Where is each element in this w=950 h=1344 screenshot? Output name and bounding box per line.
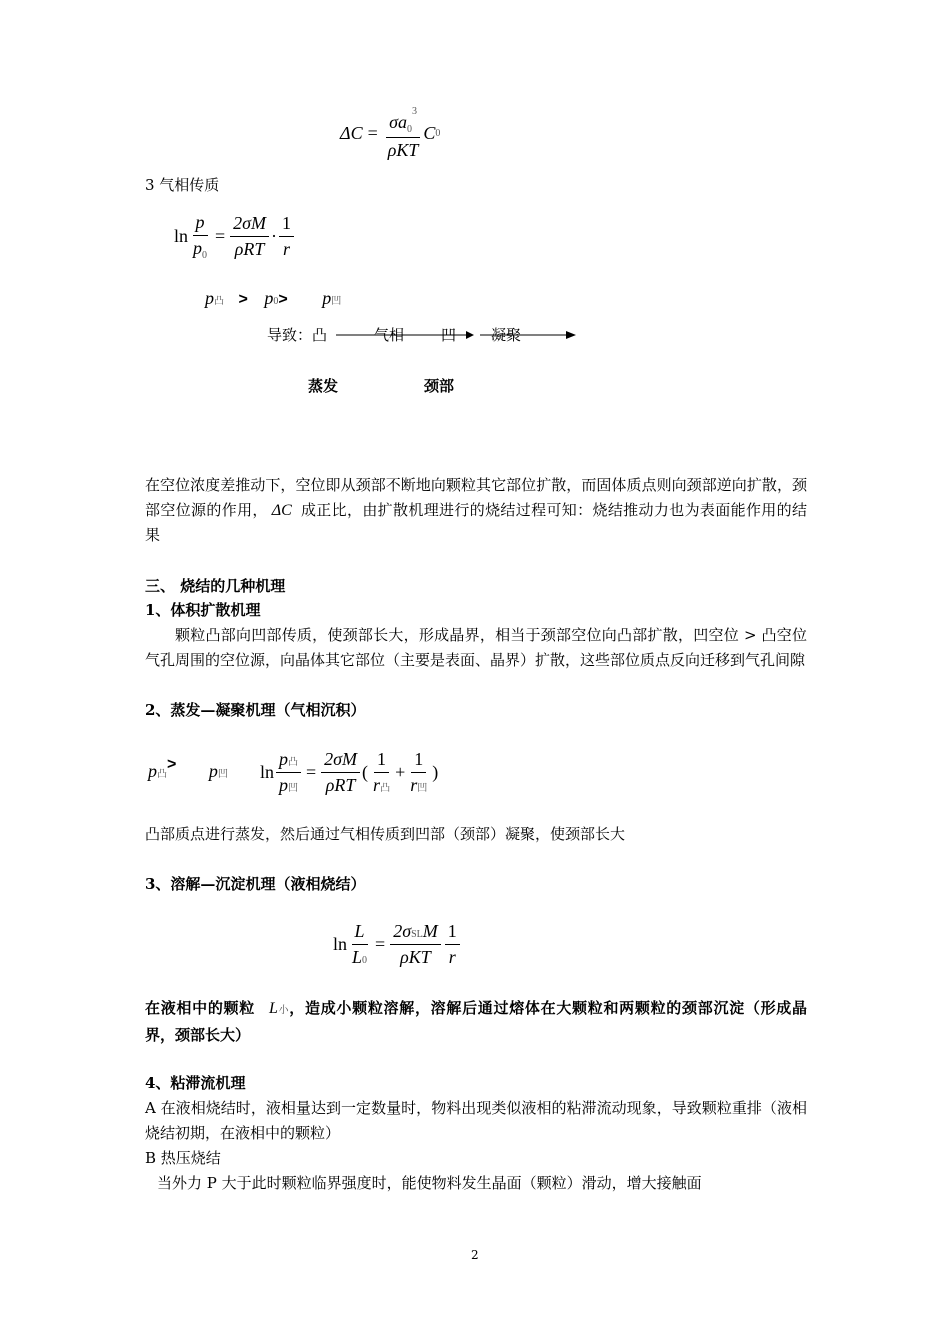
mechanism-1-body: 颗粒凸部向凹部传质，使颈部长大，形成晶界，相当于颈部空位向凸部扩散，凹空位 > 凸空位 气孔周围的空位源，向晶体其它部位（主要是表面、晶界）扩散，这些部位质点反向迁移到气孔间隙 [145,626,807,669]
subscript: 凸 [380,783,391,794]
pressure-symbol: p [322,288,332,308]
paragraph-vacancy-diffusion [145,473,807,548]
numerator: 1 [445,921,460,945]
denominator: ρRT [234,239,265,259]
pressure-comparison-2 [148,756,228,782]
greater-than: > [167,756,177,773]
dot-operator: · [271,226,278,246]
pressure-comparison [205,288,341,309]
page-number: 2 [471,1248,479,1262]
denominator: ρKT [400,947,431,967]
equals-sign: = [375,934,386,954]
subscript: 凹 [331,296,342,307]
denominator: L [352,947,363,967]
paragraph-text: ，造成小颗粒溶解，溶解后通过熔体在大颗粒和两颗粒的颈部沉淀（形成晶界，颈部长大） [145,999,807,1044]
subscript: 凸 [288,757,299,768]
ln-operator: ln [333,934,348,954]
fraction [230,213,269,260]
subscript: 凹 [288,783,299,794]
mechanism-1-title: 1、体积扩散机理 [145,601,261,619]
pressure-symbol: p [205,288,214,308]
greater-than: > [238,291,248,308]
path-condense: 凝聚 [491,326,522,344]
numerator: 1 [279,213,294,237]
fraction [385,106,422,161]
numerator: 1 [411,749,426,773]
subscript: 小 [277,1005,290,1016]
mechanism-4-b: B 热压烧结 [145,1149,221,1167]
pressure-symbol: p [264,288,274,308]
mechanism-3-body [145,996,807,1048]
fraction [276,749,301,796]
arrow-head-2 [566,331,576,339]
section-title: 三、 烧结的几种机理 [145,577,286,595]
denominator: ρKT [387,140,419,160]
fraction [370,749,393,796]
numerator: 2σM [321,749,360,773]
mechanism-4-b-body: 当外力 P 大于此时颗粒临界强度时，能使物料发生晶面（颗粒）滑动，增大接触面 [157,1174,702,1192]
denominator: p [279,775,289,795]
length-symbol: L [268,1000,278,1017]
ln-operator: ln [260,762,275,782]
numerator: L [352,921,368,945]
denominator: ρRT [325,775,356,795]
paragraph-text: 在液相中的颗粒 [145,999,255,1017]
fraction [190,212,210,261]
path-arrows [330,328,580,342]
denominator: r [283,239,291,259]
formula-kelvin [174,212,296,261]
subscript: SL [411,929,423,940]
formula-dissolution [333,921,462,968]
mechanism-3-title: 3、溶解—沉淀机理（液相烧结） [145,875,366,893]
paragraph-text: 在空位浓度差推动下，空位即从颈部不断地向颗粒其它部位扩散，而固体质点则向颈部逆向扩散，颈部空位源的作用， [145,476,807,519]
subscript: 0 [202,250,208,261]
fraction [390,921,441,968]
subscript: 0 [362,955,368,966]
pressure-symbol: p [148,761,157,781]
label-evaporation: 蒸发 [308,377,339,395]
subscript: 0 [273,296,279,307]
numerator: 2σ [393,921,412,941]
numerator: 1 [374,749,389,773]
denominator: r [410,775,418,795]
path-gas: 气相 [374,326,405,344]
mechanism-2-body: 凸部质点进行蒸发，然后通过气相传质到凹部（颈部）凝聚，使颈部长大 [145,825,626,843]
subscript: 凸 [214,296,224,307]
subscript: 凸 [157,769,167,780]
formula-delta-c [340,106,440,161]
left-paren: ( [362,762,369,782]
plus-sign: + [395,762,406,782]
path-concave: 凹 [441,326,457,344]
mechanism-4-title: 4、粘滞流机理 [145,1074,246,1092]
fraction [349,921,370,968]
paragraph-text: 成正比，由扩散机理进行的烧结过程可知：烧结推动力也为表面能作用的结果 [145,501,807,544]
subscript: 凹 [417,783,428,794]
subscript: 凹 [217,769,228,780]
fraction [445,921,460,968]
numerator: M [422,921,438,941]
subscript: 0 [407,124,412,135]
greater-than: > [278,291,288,308]
numerator: σa [389,112,407,132]
denominator: r [448,947,456,967]
delta-c-symbol: ΔC [271,502,292,519]
formula-evaporation [260,749,438,796]
numerator: p [279,749,289,769]
subscript: 0 [435,128,441,139]
denominator: p [193,238,203,258]
equals-sign: = [306,762,317,782]
pressure-symbol: p [208,761,218,781]
concentration-symbol: C [423,123,436,143]
formula-lhs: ΔC [340,123,363,143]
right-paren: ) [432,762,439,782]
ln-operator: ln [174,226,189,246]
equals-sign: = [215,226,226,246]
fraction [279,213,294,260]
path-lead: 导致：凸 [267,326,328,344]
equals-sign: = [367,123,378,143]
superscript: 3 [412,106,417,117]
denominator: r [373,775,381,795]
numerator: p [193,212,208,236]
numerator: 2σM [230,213,269,237]
label-neck: 颈部 [424,377,455,395]
arrow-head-1 [466,331,474,339]
fraction [321,749,360,796]
mechanism-2-title: 2、蒸发—凝聚机理（气相沉积） [145,701,366,719]
fraction [407,749,430,796]
section-heading-gas-transport: 3 气相传质 [145,176,220,194]
mechanism-4-a: A 在液相烧结时，液相量达到一定数量时，物料出现类似液相的粘滞流动现象，导致颗粒重排（液相烧结初期，在液相中的颗粒） [145,1099,807,1142]
